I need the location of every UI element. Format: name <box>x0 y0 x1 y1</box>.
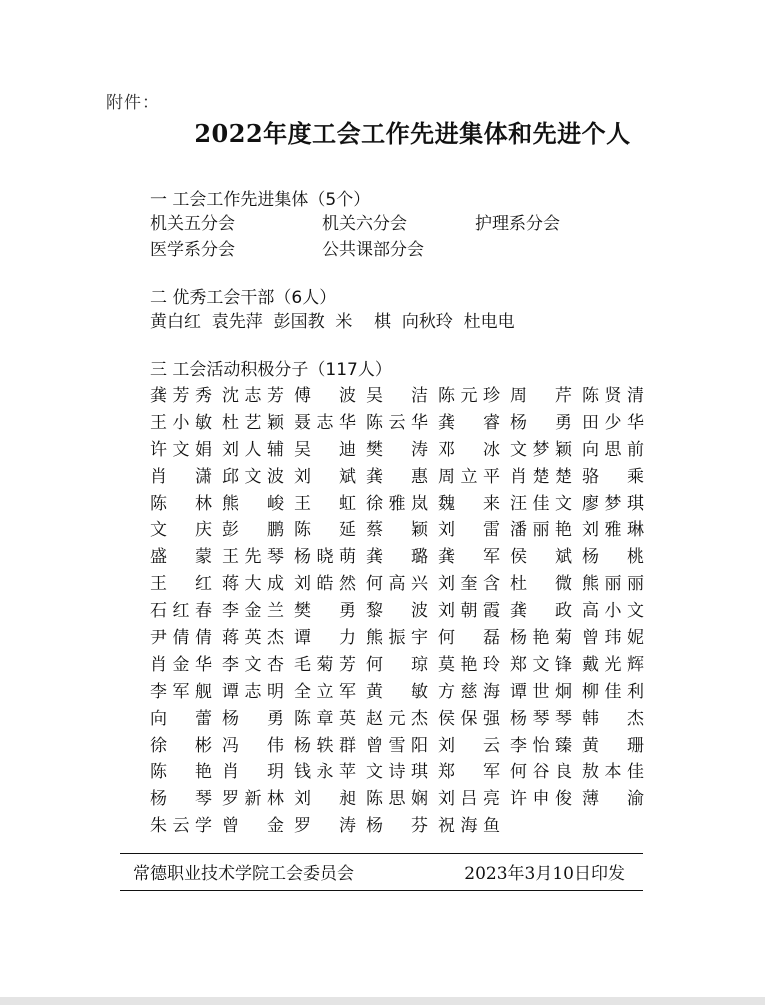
activist-name: 何琼 <box>366 654 428 675</box>
activist-name: 刘雷 <box>438 520 500 541</box>
activist-name: 何磊 <box>438 628 500 649</box>
activist-name: 田少华 <box>582 412 644 433</box>
activist-name: 朱云学 <box>150 816 212 837</box>
activist-name: 熊峻 <box>222 493 284 514</box>
activist-name: 骆乘 <box>582 466 644 487</box>
activist-name: 汪佳文 <box>510 493 572 514</box>
activist-name: 徐彬 <box>150 735 212 756</box>
activist-name: 吴洁 <box>366 386 428 406</box>
section-heading: 一 工会工作先进集体（5个） <box>150 190 371 210</box>
activist-name: 陈艳 <box>150 762 212 783</box>
activist-name: 王小敏 <box>150 412 212 433</box>
activist-name: 聂志华 <box>294 412 356 433</box>
activist-name: 刘斌 <box>294 466 356 487</box>
unit-item: 护理系分会 <box>475 214 560 234</box>
activist-name: 王虹 <box>294 493 356 514</box>
unit-item: 机关五分会 <box>150 214 235 234</box>
activist-name: 杨芬 <box>366 816 428 837</box>
activist-name: 韩杰 <box>582 708 644 729</box>
footer-top-rule <box>120 853 643 854</box>
unit-item: 机关六分会 <box>322 214 407 234</box>
activist-name: 彭鹏 <box>222 520 284 541</box>
activist-name: 杨晓萌 <box>294 547 356 568</box>
activist-name: 文诗琪 <box>366 762 428 783</box>
activist-name: 何谷良 <box>510 762 572 783</box>
activist-name: 沈志芳 <box>222 386 284 406</box>
activist-name: 侯保强 <box>438 708 500 729</box>
activist-name: 龚军 <box>438 547 500 568</box>
activist-name: 黄珊 <box>582 735 644 756</box>
activist-name: 何高兴 <box>366 574 428 595</box>
activist-name: 陈章英 <box>294 708 356 729</box>
activist-name: 罗新林 <box>222 789 284 810</box>
activist-name: 黄敏 <box>366 681 428 702</box>
activist-name: 肖楚楚 <box>510 466 572 487</box>
activist-name: 薄渝 <box>582 789 644 810</box>
activist-name: 王红 <box>150 574 212 595</box>
activist-name: 潘丽艳 <box>510 520 572 541</box>
activist-name: 谭力 <box>294 628 356 649</box>
activist-name: 刘皓然 <box>294 574 356 595</box>
section-heading: 二 优秀工会干部（6人） <box>150 288 337 308</box>
activist-name: 杨勇 <box>222 708 284 729</box>
activist-name: 李金兰 <box>222 601 284 622</box>
activist-name: 蒋英杰 <box>222 628 284 649</box>
activist-name: 陈林 <box>150 493 212 514</box>
activist-name: 陈贤清 <box>582 386 644 406</box>
activist-name: 全立军 <box>294 681 356 702</box>
activist-name: 向蕾 <box>150 708 212 729</box>
activist-name: 冯伟 <box>222 735 284 756</box>
activist-name: 龚政 <box>510 601 572 622</box>
viewer-bottom-bar <box>0 997 765 1005</box>
activist-name: 曾雪阳 <box>366 735 428 756</box>
activist-name: 熊丽丽 <box>582 574 644 595</box>
activist-name: 廖梦琪 <box>582 493 644 514</box>
activist-name: 许文娟 <box>150 439 212 460</box>
activist-name: 蒋大成 <box>222 574 284 595</box>
issue-date: 2023年3月10日印发 <box>464 864 625 884</box>
activist-name: 侯斌 <box>510 547 572 568</box>
activist-name: 石红春 <box>150 601 212 622</box>
section-activists <box>150 359 654 840</box>
cadre-names: 黄白红 袁先萍 彭国教 米 棋 向秋玲 杜电电 <box>150 312 515 332</box>
activist-name: 刘雅琳 <box>582 520 644 541</box>
activist-name: 敖本佳 <box>582 762 644 783</box>
activist-name: 周立平 <box>438 466 500 487</box>
activist-name: 陈思娴 <box>366 789 428 810</box>
activist-name: 杨琴琴 <box>510 708 572 729</box>
activist-name: 龚芳秀 <box>150 386 212 406</box>
activist-name: 陈元珍 <box>438 386 500 406</box>
activist-name: 曾金 <box>222 816 284 837</box>
footer <box>133 859 625 884</box>
activist-name: 周芹 <box>510 386 572 406</box>
activist-name: 文梦颖 <box>510 439 572 460</box>
activist-name: 樊勇 <box>294 601 356 622</box>
activist-name: 曾玮妮 <box>582 628 644 649</box>
activist-name: 徐雅岚 <box>366 493 428 514</box>
activist-name: 方慈海 <box>438 681 500 702</box>
activist-name: 陈延 <box>294 520 356 541</box>
activist-name: 邱文波 <box>222 466 284 487</box>
activist-name: 杨艳菊 <box>510 628 572 649</box>
activist-name: 谭志明 <box>222 681 284 702</box>
activist-name: 向思前 <box>582 439 644 460</box>
activist-name: 尹倩倩 <box>150 628 212 649</box>
activist-name: 李军舰 <box>150 681 212 702</box>
activist-name: 李文杏 <box>222 654 284 675</box>
unit-item: 医学系分会 <box>150 240 235 260</box>
activist-name: 龚璐 <box>366 547 428 568</box>
activist-name: 杨桃 <box>582 547 644 568</box>
footer-bottom-rule <box>120 890 643 891</box>
activist-name: 文庆 <box>150 520 212 541</box>
activist-name: 龚惠 <box>366 466 428 487</box>
unit-item: 公共课部分会 <box>322 240 424 260</box>
activist-name: 郑文锋 <box>510 654 572 675</box>
activist-name: 赵元杰 <box>366 708 428 729</box>
activist-name: 王先琴 <box>222 547 284 568</box>
section-outstanding-cadres <box>150 287 515 335</box>
activist-name: 杨琴 <box>150 789 212 810</box>
activist-name: 龚睿 <box>438 412 500 433</box>
activist-name: 罗涛 <box>294 816 356 837</box>
activist-name: 肖金华 <box>150 654 212 675</box>
activist-name: 戴光辉 <box>582 654 644 675</box>
activist-name: 祝海鱼 <box>438 816 500 837</box>
activist-name: 盛蒙 <box>150 547 212 568</box>
activist-name: 陈云华 <box>366 412 428 433</box>
activist-name: 高小文 <box>582 601 644 622</box>
activist-name: 樊涛 <box>366 439 428 460</box>
activist-name: 莫艳玲 <box>438 654 500 675</box>
section-heading: 三 工会活动积极分子（117人） <box>150 360 392 380</box>
attachment-label: 附件： <box>106 93 160 113</box>
unit-list <box>150 211 560 263</box>
activist-name: 黎波 <box>366 601 428 622</box>
section-advanced-collectives <box>150 189 560 263</box>
activist-name: 肖潇 <box>150 466 212 487</box>
activist-name: 魏来 <box>438 493 500 514</box>
activist-name: 杨轶群 <box>294 735 356 756</box>
activist-name: 傅波 <box>294 386 356 406</box>
activist-name: 毛菊芳 <box>294 654 356 675</box>
activist-name: 杨勇 <box>510 412 572 433</box>
activist-name: 刘吕亮 <box>438 789 500 810</box>
activist-name: 李怡臻 <box>510 735 572 756</box>
activist-name: 钱永苹 <box>294 762 356 783</box>
activist-name: 熊振宇 <box>366 628 428 649</box>
activist-name: 郑军 <box>438 762 500 783</box>
activist-name: 许申俊 <box>510 789 572 810</box>
activist-name: 刘奎含 <box>438 574 500 595</box>
activist-name: 杜艺颖 <box>222 412 284 433</box>
activist-name-grid <box>150 383 654 840</box>
activist-name: 刘昶 <box>294 789 356 810</box>
activist-name: 杜微 <box>510 574 572 595</box>
activist-name: 刘人辅 <box>222 439 284 460</box>
activist-name: 肖玥 <box>222 762 284 783</box>
activist-name: 蔡颖 <box>366 520 428 541</box>
issuer: 常德职业技术学院工会委员会 <box>133 864 354 884</box>
activist-name: 刘云 <box>438 735 500 756</box>
activist-name: 刘朝霞 <box>438 601 500 622</box>
document-title: 2022年度工会工作先进集体和先进个人 <box>194 119 631 148</box>
activist-name: 谭世炯 <box>510 681 572 702</box>
activist-name: 邓冰 <box>438 439 500 460</box>
activist-name: 柳佳利 <box>582 681 644 702</box>
activist-name: 吴迪 <box>294 439 356 460</box>
